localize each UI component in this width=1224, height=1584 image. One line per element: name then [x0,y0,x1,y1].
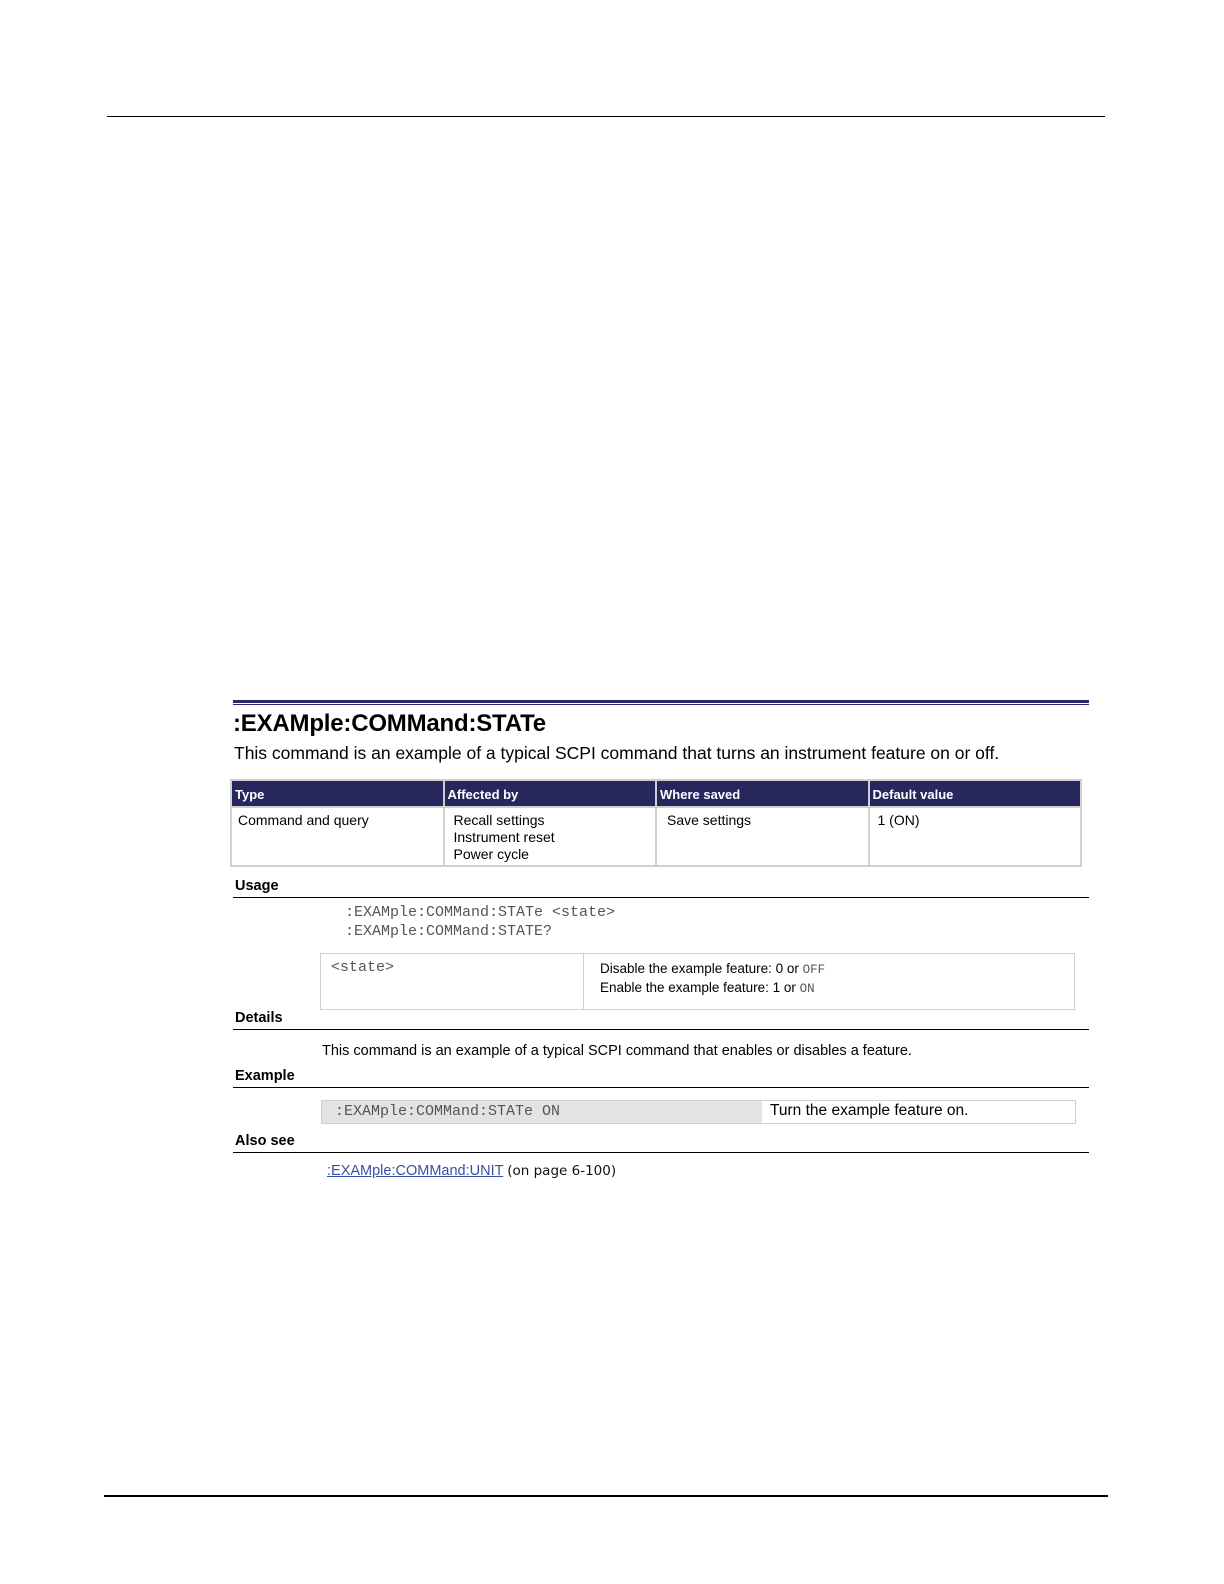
usage-heading: Usage [235,878,279,894]
also-see-entry [327,1163,616,1179]
example-heading: Example [235,1068,295,1084]
parameter-table [320,953,1075,1010]
usage-syntax-set: :EXAMple:COMMand:STATe <state> [345,904,616,921]
cell-type: Command and query [232,808,443,865]
attributes-table [230,779,1082,867]
example-box [321,1100,1076,1124]
parameter-row [321,954,1075,1010]
parameter-disable-text: Disable the example feature: 0 or [600,961,803,976]
details-rule [233,1029,1089,1030]
header-default-value: Default value [870,781,1081,806]
example-description: Turn the example feature on. [770,1102,969,1119]
header-where-saved: Where saved [657,781,868,806]
cell-affected-by [445,808,656,865]
parameter-name: <state> [321,954,584,1010]
command-title: :EXAMple:COMMand:STATe [233,710,546,737]
parameter-description [584,954,1075,1010]
affected-by-item: Recall settings [453,812,545,828]
command-title-bar-thin [233,704,1089,705]
parameter-enable [600,979,1058,998]
header-type: Type [232,781,443,806]
parameter-enable-text: Enable the example feature: 1 or [600,980,800,995]
also-see-page-ref: (on page 6-100) [507,1163,617,1179]
affected-by-item: Power cycle [453,846,529,862]
also-see-link[interactable]: :EXAMple:COMMand:UNIT [327,1163,504,1179]
usage-rule [233,897,1089,898]
header-affected-by: Affected by [445,781,656,806]
command-title-bar [233,700,1089,703]
cell-default-value: 1 (ON) [870,808,1081,865]
command-description: This command is an example of a typical SCPI command that turns an instrument feature on or off. [234,743,1000,763]
details-heading: Details [235,1010,283,1026]
parameter-disable-code: OFF [802,963,826,977]
also-see-rule [233,1152,1089,1153]
footer-rule [104,1495,1108,1497]
usage-syntax-query: :EXAMple:COMMand:STATE? [345,923,553,940]
header-rule [107,116,1105,117]
attributes-row [232,808,1080,865]
details-text: This command is an example of a typical SCPI command that enables or disables a feature. [322,1043,912,1059]
parameter-disable [600,960,1058,979]
example-rule [233,1087,1089,1088]
also-see-heading: Also see [235,1133,295,1149]
affected-by-item: Instrument reset [453,829,555,845]
attributes-header-row [232,781,1080,806]
example-code: :EXAMple:COMMand:STATe ON [322,1101,762,1123]
cell-where-saved: Save settings [657,808,868,865]
parameter-enable-code: ON [799,982,815,996]
